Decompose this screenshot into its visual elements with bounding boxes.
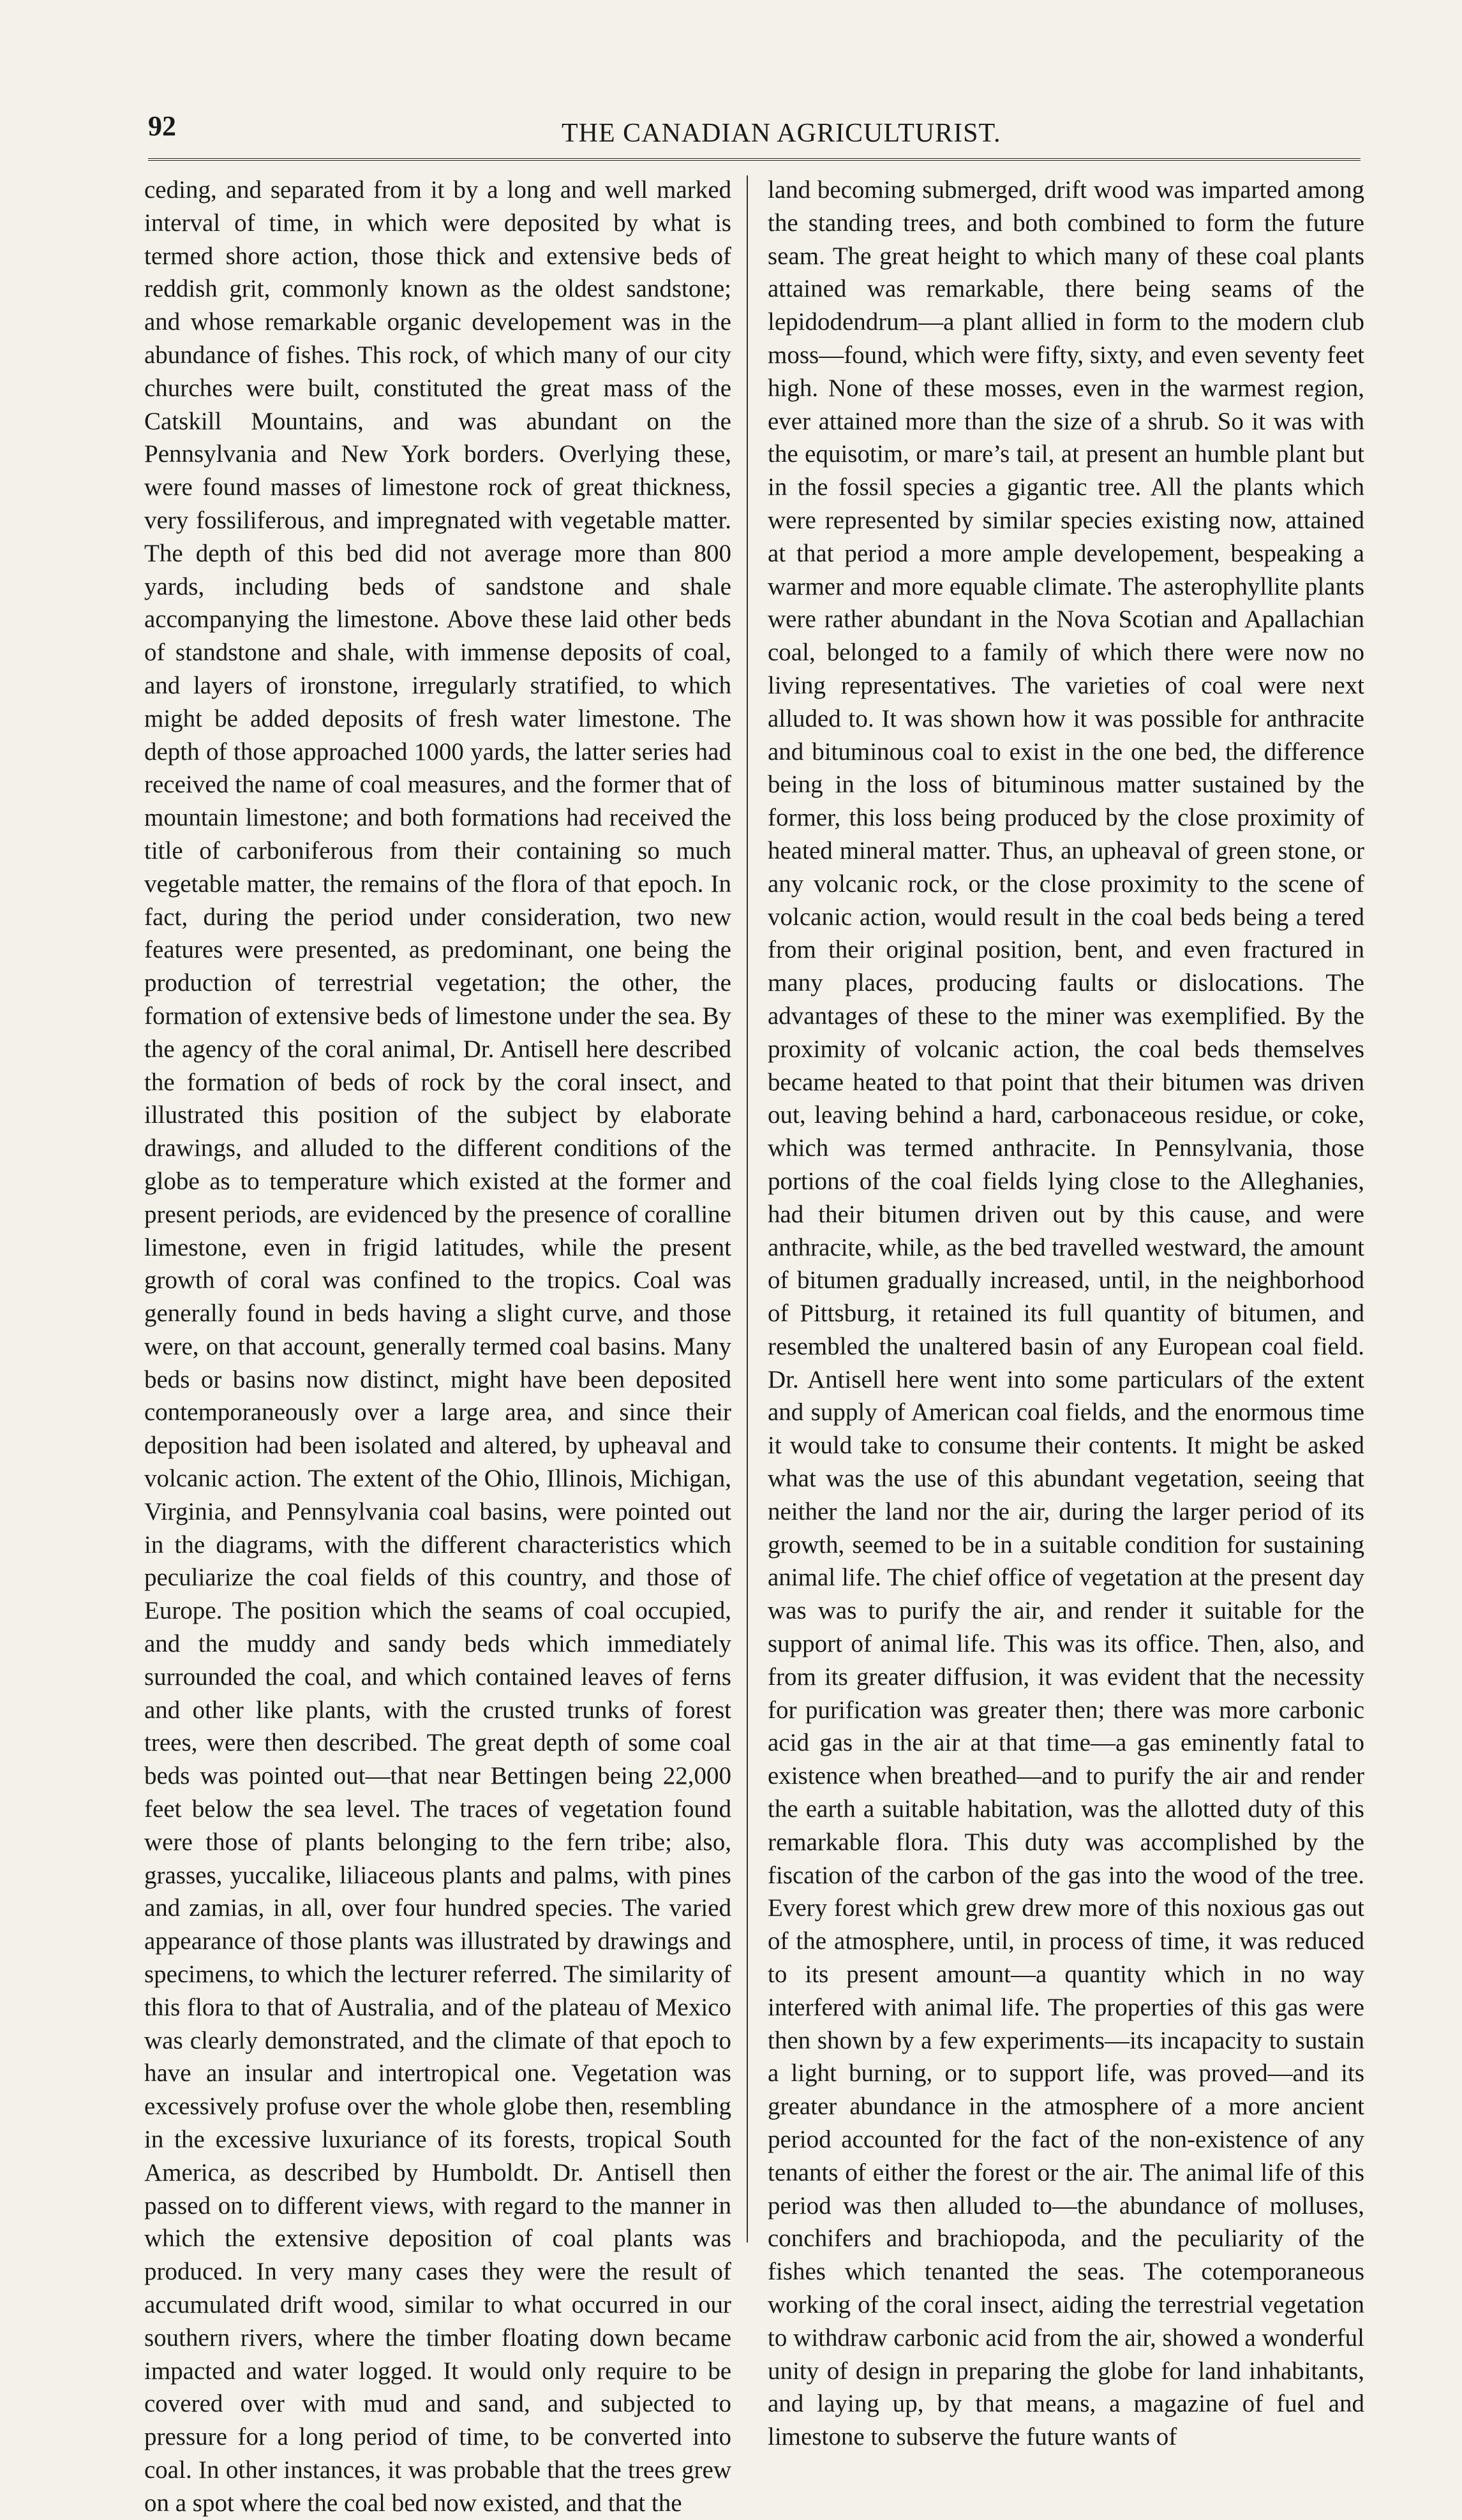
running-title: THE CANADIAN AGRICULTURIST. — [562, 119, 1001, 148]
left-column — [144, 174, 731, 2517]
header-rule — [148, 158, 1361, 161]
page-number: 92 — [148, 110, 176, 142]
right-column — [768, 174, 1364, 2451]
left-column-text: ceding, and separated from it by a long and well marked interval of time, in which were deposited by what is termed shore action, those thick and extensive beds of reddish grit, commonly known as the oldest sandstone; and whose remarkable organic developement was in the abundance of fishes. This rock, of which many of our city churches were built, constituted the great mass of the Catskill Mountains, and was abundant on the Pennsylvania and New York borders. Overlying these, were found masses of limestone rock of great thickness, very fossiliferous, and impregnated with vegetable matter. The depth of this bed did not average more than 800 yards, including beds of sandstone and shale accompanying the limestone. Above these laid other beds of standstone and shale, with immense deposits of coal, and layers of ironstone, irregularly stratified, to which might be added deposits of fresh water limestone. The depth of those approached 1000 yards, the latter series had received the name of coal measures, and the former that of mountain limestone; and both formations had received the title of carboniferous from their containing so much vegetable matter, the remains of the flora of that epoch. In fact, during the period under consideration, two new features were presented, as predominant, one being the production of terrestrial vegetation; the other, the formation of extensive beds of limestone under the sea. By the agency of the coral animal, Dr. Antisell here described the formation of beds of rock by the coral insect, and illustrated this position of the subject by elaborate drawings, and alluded to the different conditions of the globe as to temperature which existed at the former and present periods, are evidenced by the presence of coralline limestone, even in frigid latitudes, while the present growth of coral was confined to the tropics. Coal was generally found in beds having a slight curve, and those were, on that account, generally termed coal basins. Many beds or basins now distinct, might have been deposited contemporaneously over a large area, and since their deposition had been isolated and altered, by upheaval and volcanic action. The extent of the Ohio, Illinois, Michigan, Virginia, and Pennsylvania coal basins, were pointed out in the diagrams, with the different characteristics which peculiarize the coal fields of this country, and those of Europe. The position which the seams of coal occupied, and the muddy and sandy beds which immediately surrounded the coal, and which contained leaves of ferns and other like plants, with the crusted trunks of forest trees, were then described. The great depth of some coal beds was pointed out—that near Bettingen being 22,000 feet below the sea level. The traces of vegetation found were those of plants belonging to the fern tribe; also, grasses, yuccalike, liliaceous plants and palms, with pines and zamias, in all, over four hundred species. The varied appearance of those plants was illustrated by drawings and specimens, to which the lecturer referred. The similarity of this flora to that of Australia, and of the plateau of Mexico was clearly demonstrated, and the climate of that epoch to have an insular and intertropical one. Vegetation was excessively profuse over the whole globe then, resembling in the excessive luxuriance of its forests, tropical South America, as described by Humboldt. Dr. Antisell then passed on to different views, with regard to the manner in which the extensive deposition of coal plants was produced. In very many cases they were the result of accumulated drift wood, similar to what occurred in our southern rivers, where the timber floating down became impacted and water logged. It would only require to be covered over with mud and sand, and subjected to pressure for a long period of time, to be converted into coal. In other instances, it was probable that the trees grew on a spot where the coal bed now existed, and that the — [144, 176, 731, 2517]
right-column-text: land becoming submerged, drift wood was imparted among the standing trees, and both combined to form the future seam. The great height to which many of these coal plants attained was remarkable, there being seams of the lepidodendrum—a plant allied in form to the modern club moss—found, which were fifty, sixty, and even seventy feet high. None of these mosses, even in the warmest region, ever attained more than the size of a shrub. So it was with the equisotim, or mare’s tail, at present an humble plant but in the fossil species a gigantic tree. All the plants which were represented by similar species existing now, attained at that period a more ample developement, bespeaking a warmer and more equable climate. The asterophyllite plants were rather abundant in the Nova Scotian and Apallachian coal, belonged to a family of which there were now no living representatives. The varieties of coal were next alluded to. It was shown how it was possible for anthracite and bituminous coal to exist in the one bed, the difference being in the loss of bituminous matter sustained by the former, this loss being produced by the close proximity of heated mineral matter. Thus, an upheaval of green stone, or any volcanic rock, or the close proximity to the scene of volcanic action, would result in the coal beds being a tered from their original position, bent, and even fractured in many places, producing faults or dislocations. The advantages of these to the miner was exemplified. By the proximity of volcanic action, the coal beds themselves became heated to that point that their bitumen was driven out, leaving behind a hard, carbonaceous residue, or coke, which was termed anthracite. In Pennsylvania, those portions of the coal fields lying close to the Alleghanies, had their bitumen driven out by this cause, and were anthracite, while, as the bed travelled westward, the amount of bitumen gradually increased, until, in the neighborhood of Pittsburg, it retained its full quantity of bitumen, and resembled the unaltered basin of any European coal field. Dr. Antisell here went into some particulars of the extent and supply of American coal fields, and the enormous time it would take to consume their contents. It might be asked what was the use of this abundant vegetation, seeing that neither the land nor the air, during the larger period of its growth, seemed to be in a suitable condition for sustaining animal life. The chief office of vegetation at the present day was was to purify the air, and render it suitable for the support of animal life. This was its office. Then, also, and from its greater diffusion, it was evident that the necessity for purification was greater then; there was more carbonic acid gas in the air at that time—a gas eminently fatal to existence when breathed—and to purify the air and render the earth a suitable habitation, was the allotted duty of this remarkable flora. This duty was accomplished by the fiscation of the carbon of the gas into the wood of the tree. Every forest which grew drew more of this noxious gas out of the atmosphere, until, in process of time, it was reduced to its present amount—a quantity which in no way interfered with animal life. The properties of this gas were then shown by a few experiments—its incapacity to sustain a light burning, or to support life, was proved—and its greater abundance in the atmosphere of a more ancient period accounted for the fact of the non-existence of any tenants of either the forest or the air. The animal life of this period was then alluded to—the abundance of molluses, conchifers and brachiopoda, and the peculiarity of the fishes which tenanted the seas. The cotemporaneous working of the coral insect, aiding the terrestrial vegetation to withdraw carbonic acid from the air, showed a wonderful unity of design in preparing the globe for land inhabitants, and laying up, by that means, a magazine of fuel and limestone to subserve the future wants of — [768, 176, 1364, 2451]
column-divider — [747, 175, 748, 2242]
